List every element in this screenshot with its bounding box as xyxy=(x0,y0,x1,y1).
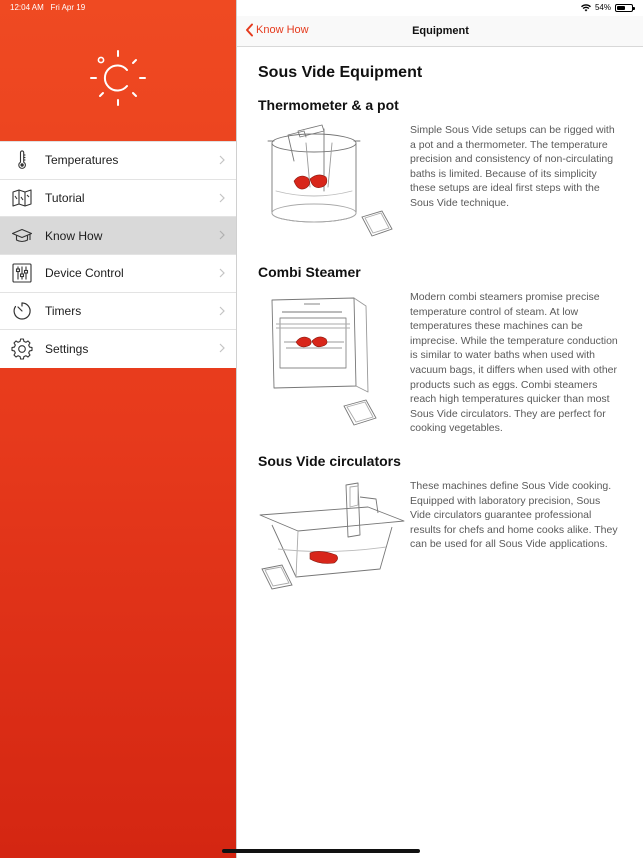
map-icon xyxy=(11,187,33,209)
sidebar-item-label: Device Control xyxy=(45,266,124,281)
status-right xyxy=(581,3,633,12)
thermometer-icon xyxy=(11,149,33,171)
nav-title: Equipment xyxy=(412,25,469,37)
gear-icon xyxy=(11,338,33,360)
chevron-right-icon xyxy=(218,306,226,316)
section-thermometer-pot xyxy=(258,121,623,249)
timer-icon xyxy=(11,300,33,322)
graduation-cap-icon xyxy=(11,225,33,247)
chevron-right-icon xyxy=(218,268,226,278)
section-heading: Combi Steamer xyxy=(258,264,361,280)
sidebar-item-label: Tutorial xyxy=(45,191,85,206)
section-combi-steamer xyxy=(258,288,623,438)
article-content xyxy=(237,47,643,603)
battery-icon xyxy=(615,4,633,12)
combi-steamer-illustration xyxy=(258,288,406,438)
sidebar-item-tutorial[interactable] xyxy=(0,180,236,218)
sidebar-item-device-control[interactable] xyxy=(0,255,236,293)
section-heading: Thermometer & a pot xyxy=(258,97,399,113)
detail-pane xyxy=(236,0,643,858)
sidebar-item-timers[interactable] xyxy=(0,293,236,331)
app-logo-icon xyxy=(88,48,148,108)
chevron-right-icon xyxy=(218,193,226,203)
sidebar-item-know-how[interactable] xyxy=(0,217,236,255)
sidebar-item-label: Timers xyxy=(45,304,82,319)
sidebar xyxy=(0,0,236,858)
section-text: Simple Sous Vide setups can be rigged with a pot and a thermometer. The temperature precision and consistency of non-circulating baths is limited. Because of its simplicity these setups are ideal first steps with the Sous Vide technique. xyxy=(410,124,615,209)
chevron-right-icon xyxy=(218,343,226,353)
status-time: 12:04 AM Fri Apr 19 xyxy=(10,3,86,12)
circulator-illustration xyxy=(258,477,406,603)
wifi-icon xyxy=(581,4,591,12)
pot-thermometer-illustration xyxy=(258,121,406,249)
sidebar-menu xyxy=(0,141,236,368)
sidebar-item-label: Temperatures xyxy=(45,153,119,168)
section-text: Modern combi steamers promise precise temperature control of steam. At low temperatures these machines can be imprecise. While the temperature conduction is similar to water baths when used with vacuum bags, it differs when used with other products such as eggs. Combi steamers reach high temperatures quicker than most Sous Vide circulators. They are perfect for cooking vegetables. xyxy=(410,291,618,435)
sidebar-item-label: Settings xyxy=(45,342,89,357)
status-bar xyxy=(0,0,643,16)
home-indicator xyxy=(222,849,420,853)
navigation-bar xyxy=(237,16,643,47)
back-button-label: Know How xyxy=(256,24,309,36)
sliders-icon xyxy=(11,262,33,284)
section-heading: Sous Vide circulators xyxy=(258,453,401,469)
section-text: These machines define Sous Vide cooking. Equipped with laboratory precision, Sous Vide circulators guarantee professional results for chefs and home cooks alike. They can be used for all Sous Vide applications. xyxy=(410,480,618,551)
page-title: Sous Vide Equipment xyxy=(258,64,423,81)
sidebar-item-settings[interactable] xyxy=(0,330,236,368)
battery-percent: 54% xyxy=(594,3,611,12)
chevron-right-icon xyxy=(218,155,226,165)
chevron-right-icon xyxy=(218,230,226,240)
section-sous-vide-circulators xyxy=(258,477,623,603)
sidebar-item-temperatures[interactable] xyxy=(0,142,236,180)
sidebar-item-label: Know How xyxy=(45,228,103,243)
